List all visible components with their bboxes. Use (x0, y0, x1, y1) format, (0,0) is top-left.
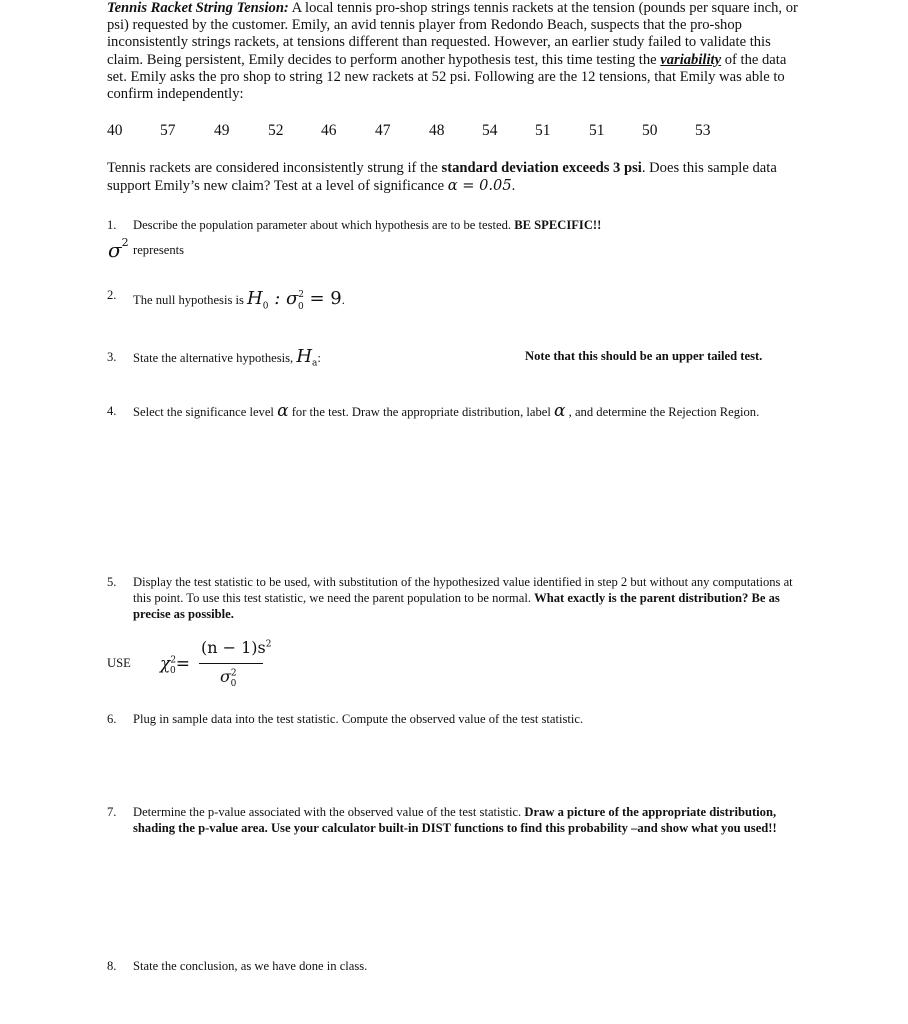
problem-title: Tennis Racket String Tension: (107, 0, 289, 16)
question-number: 4. (107, 404, 117, 418)
represents-label: represents (133, 243, 185, 257)
question-1-text (133, 217, 601, 233)
formula-denominator (220, 667, 236, 689)
tension-value: 52 (268, 122, 284, 139)
sigma-symbol: σ (108, 238, 122, 262)
question-text: Determine the p-value associated with the observed value of the test statistic. (133, 805, 525, 819)
question-text: Plug in sample data into the test statistic. Compute the observed value of the test statistic. (133, 712, 584, 726)
tension-data-row (107, 122, 727, 142)
intro-text-2: of the data set. Emily asks the pro shop to string 12 new rackets at 52 psi. Following are the 12 tensions, that Emily was able to confirm independently: (107, 51, 787, 103)
tension-value: 49 (214, 122, 230, 139)
h-symbol: H (296, 346, 313, 367)
question-number: 2. (107, 288, 117, 302)
sigma-exponent: 2 (230, 668, 237, 679)
use-label: USE (107, 656, 131, 670)
question-bold: Draw a picture of the appropriate distribution, shading the p-value area. Use your calculator built-in DIST functions to find this probability –and show what you used!! (133, 805, 777, 835)
question-text: Display the test statistic to be used, with substitution of the hypothesized value identified in step 2 but without any computations at this point. To use this test statistic, we need the parent population to be normal. (133, 575, 793, 605)
question-text: , and determine the Rejection Region. (565, 405, 760, 419)
numerator-exponent: 2 (265, 639, 272, 650)
alpha-symbol: α (277, 401, 289, 421)
question-text: Select the significance level (133, 405, 278, 419)
numerator-text: (n − 1)s (201, 638, 266, 657)
question-4 (107, 403, 807, 437)
sigma-exponent: 2 (298, 290, 305, 300)
question-3-text (133, 346, 321, 372)
question-number: 1. (107, 218, 117, 232)
claim-text-2: . Does this sample data support Emily’s new claim? Test at a level of significance (107, 160, 777, 194)
question-2 (107, 285, 807, 312)
null-hypothesis-expression (247, 288, 342, 312)
question-6 (107, 711, 807, 729)
tension-value: 51 (535, 122, 551, 139)
question-5-text (133, 574, 801, 622)
chi-square-formula (160, 636, 280, 696)
tension-value: 54 (482, 122, 498, 139)
sigma-exponent: 2 (121, 236, 129, 250)
tension-value: 47 (375, 122, 391, 139)
question-text: State the alternative hypothesis, (133, 351, 297, 365)
tension-value: 40 (107, 122, 123, 139)
tension-value: 57 (160, 122, 176, 139)
upper-tail-note: Note that this should be an upper tailed test. (525, 349, 763, 363)
question-bold: BE SPECIFIC!! (514, 218, 602, 232)
tension-value: 46 (321, 122, 337, 139)
sigma-subscript: 0 (230, 679, 237, 690)
sigma-term: : σ (268, 288, 299, 309)
question-text: The null hypothesis is (133, 293, 248, 307)
sigma-symbol: σ (220, 667, 231, 686)
chi-square-lhs (160, 654, 190, 676)
claim-text-1: Tennis rackets are considered inconsistently strung if the (107, 160, 442, 176)
hypothesized-value: = 9 (303, 288, 342, 309)
question-5 (107, 574, 807, 624)
claim-bold: standard deviation exceeds 3 psi (441, 160, 642, 176)
h-symbol: H (247, 288, 263, 309)
equals-sign: = (175, 654, 191, 674)
question-8 (107, 958, 807, 976)
sigma-squared-symbol (108, 238, 129, 262)
claim-text-3: . (511, 178, 516, 194)
formula-numerator (201, 638, 272, 657)
sigma-subscript: 0 (298, 301, 304, 312)
period: . (341, 293, 345, 307)
chi-exponent: 2 (170, 655, 177, 666)
tension-value: 53 (695, 122, 711, 139)
chi-subscript: 0 (170, 666, 176, 677)
question-number: 5. (107, 575, 117, 589)
h-subscript: 0 (262, 301, 269, 312)
question-number: 7. (107, 805, 117, 819)
question-number: 6. (107, 712, 117, 726)
question-1 (107, 217, 807, 235)
variability-word: variability (660, 51, 722, 68)
problem-intro (107, 0, 807, 103)
tension-value: 50 (642, 122, 658, 139)
question-number: 8. (107, 959, 117, 973)
fraction-bar (199, 663, 263, 664)
alpha-symbol: α (554, 401, 566, 421)
claim-paragraph (107, 159, 807, 195)
tension-value: 51 (589, 122, 605, 139)
question-text: State the conclusion, as we have done in class. (133, 959, 368, 973)
question-4-text (133, 403, 793, 420)
question-number: 3. (107, 350, 117, 364)
question-7-text (133, 804, 801, 836)
alpha-expression: α = 0.05 (447, 177, 512, 194)
question-text: for the test. Draw the appropriate distribution, label (288, 405, 555, 419)
question-7 (107, 804, 807, 854)
tension-value: 48 (429, 122, 445, 139)
question-3 (107, 346, 507, 370)
question-bold: What exactly is the parent distribution? Be as precise as possible. (133, 591, 780, 621)
intro-text-1: A local tennis pro-shop strings tennis rackets at the tension (pounds per square inch, or psi) requested by the customer. Emily, an avid tennis player from Redondo Beach, suspects that the pro-shop inconsistently strings rackets, at tensions different than requested. However, an earlier study failed to validate this claim. Being persistent, Emily decides to perform another hypothesis test, this time testing the (107, 0, 798, 68)
question-text: Describe the population parameter about which hypothesis are to be tested. (133, 218, 515, 232)
chi-symbol: χ (160, 654, 171, 674)
colon: : (317, 351, 321, 365)
question-2-text (133, 287, 345, 315)
h-subscript: a (312, 358, 318, 369)
